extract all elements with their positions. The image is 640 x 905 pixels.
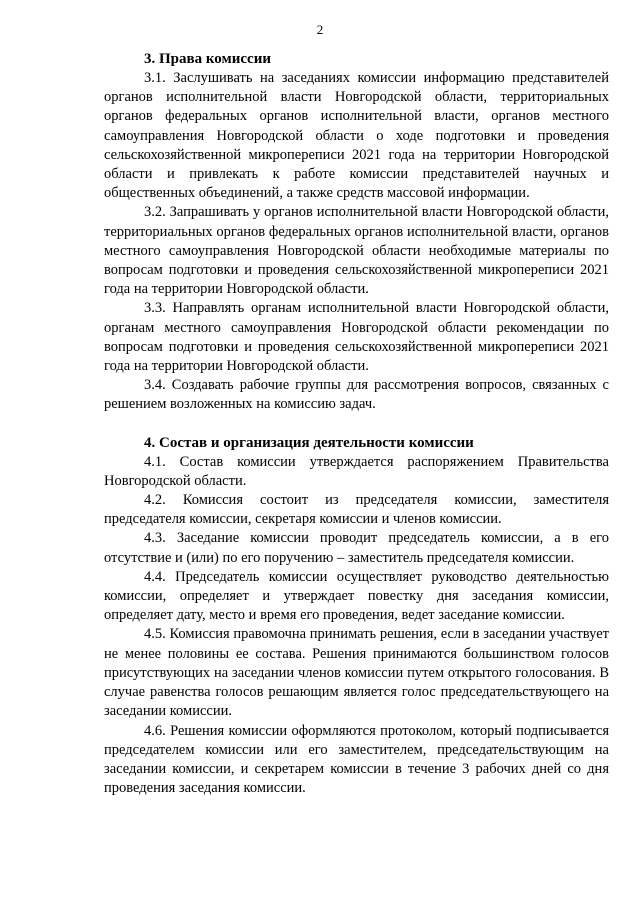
paragraph-4-4: 4.4. Председатель комиссии осуществляет руководство деятельностью комиссии, определяет и утверждает повестку дня заседания комиссии, определяет дату, место и время его проведения, ведет заседание комиссии. [104,568,609,624]
section-spacer [104,415,609,434]
page-number: 2 [316,22,324,37]
paragraph-4-1: 4.1. Состав комиссии утверждается распоряжением Правительства Новгородской области. [104,453,609,489]
section-heading: 4. Состав и организация деятельности комиссии [144,434,474,451]
section-commission-rights [104,50,609,415]
paragraph-3-4: 3.4. Создавать рабочие группы для рассмотрения вопросов, связанных с решением возложенных на комиссию задач. [104,377,609,413]
section-commission-composition [104,434,609,799]
section-heading: 3. Права комиссии [144,51,271,67]
paragraph-3-1: 3.1. Заслушивать на заседаниях комиссии информацию представителей органов исполнительной власти Новгородской области, территориальных органов федеральных органов исполнительной власти, органов местного самоуправления Новгородской области о ходе подготовки и проведения сельскохозяйственной микропереписи 2021 года на территории Новгородской области и привлекать к работе комиссии представителей научных и общественных объединений, а также средств массовой информации. [104,70,609,202]
paragraph-3-3: 3.3. Направлять органам исполнительной власти Новгородской области, органам местного самоуправления Новгородской области рекомендации по вопросам подготовки и проведения сельскохозяйственной микропереписи 2021 года на территории Новгородской области. [104,300,609,375]
paragraph-3-2: 3.2. Запрашивать у органов исполнительной власти Новгородской области, территориальных органов федеральных органов исполнительной власти, органов местного самоуправления Новгородской области необходимые материалы по вопросам подготовки и проведения сельскохозяйственной микропереписи 2021 года на территории Новгородской области. [104,204,609,298]
paragraph-4-3: 4.3. Заседание комиссии проводит председатель комиссии, а в его отсутствие и (или) по его поручению – заместитель председателя комиссии. [104,530,609,566]
document-body [104,50,609,798]
paragraph-4-6: 4.6. Решения комиссии оформляются протоколом, который подписывается председателем комиссии или его заместителем, председательствующим на заседании комиссии, и секретарем комиссии в течение 3 рабочих дней со дня проведения заседания комиссии. [104,722,609,797]
paragraph-4-5: 4.5. Комиссия правомочна принимать решения, если в заседании участвует не менее половины ее состава. Решения принимаются большинством голосов присутствующих на заседании членов комиссии путем открытого голосования. В случае равенства голосов решающим является голос председательствующего на заседании комиссии. [104,626,609,720]
paragraph-4-2: 4.2. Комиссия состоит из председателя комиссии, заместителя председателя комиссии, секретаря комиссии и членов комиссии. [104,492,609,528]
